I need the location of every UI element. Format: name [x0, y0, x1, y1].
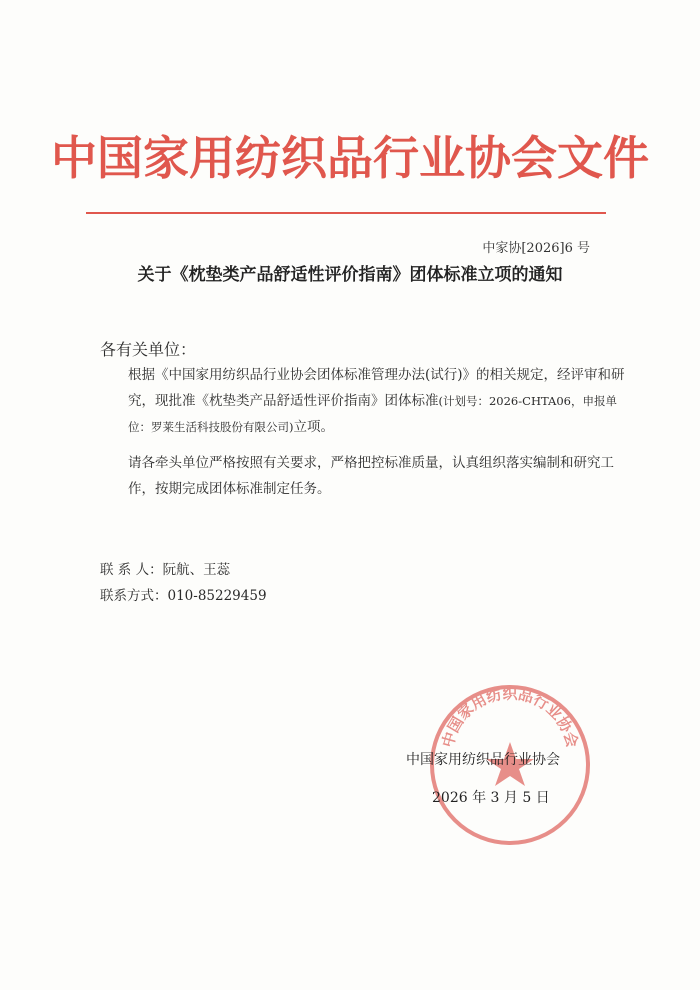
- body-paragraph-1: [100, 362, 633, 440]
- notice-title: 关于《枕垫类产品舒适性评价指南》团体标准立项的通知: [137, 265, 563, 285]
- contact-phone: 联系方式：010-85229459: [100, 588, 267, 604]
- document-number: 中家协[2026]6 号: [482, 241, 590, 256]
- document-header-title: 中国家用纺织品行业协会文件: [51, 131, 649, 185]
- red-header-rule: [86, 212, 606, 214]
- signature-organization: 中国家用纺织品行业协会: [406, 752, 560, 768]
- body-paragraph-2: 请各牵头单位严格按照有关要求，严格把控标准质量，认真组织落实编制和研究工作，按期完成团体标准制定任务。: [128, 455, 614, 497]
- contact-people: 联 系 人：阮航、王蕊: [100, 562, 231, 578]
- paragraph-1-plan-info: (计划号：2026-CHTA06，申报单位：罗莱生活科技股份有限公司): [128, 394, 617, 434]
- paragraph-1-end: 立项。: [293, 419, 334, 435]
- signature-date: 2026 年 3 月 5 日: [432, 790, 550, 806]
- salutation: 各有关单位：: [100, 340, 197, 359]
- paragraph-1-main: 根据《中国家用纺织品行业协会团体标准管理办法(试行)》的相关规定，经评审和研究，现批准《枕垫类产品舒适性评价指南》团体标准: [128, 367, 625, 409]
- svg-text:中国家用纺织品行业协会: 中国家用纺织品行业协会: [438, 684, 582, 750]
